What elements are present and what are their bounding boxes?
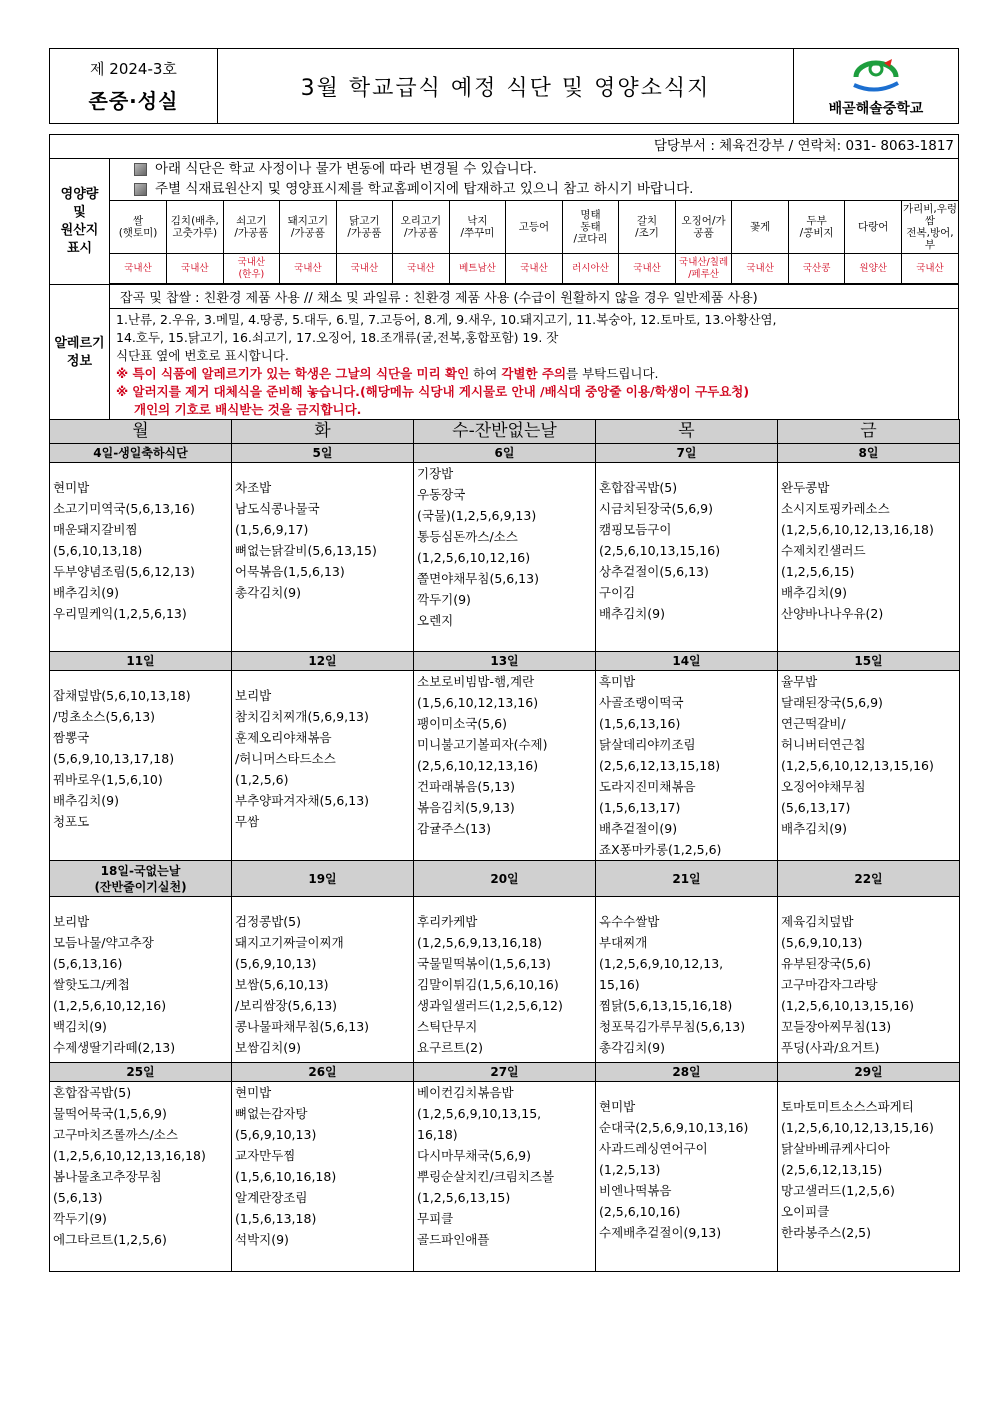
menu-item: (2,5,6,12,13,15) xyxy=(781,1162,883,1177)
menu-item: 배추김치(9) xyxy=(599,606,666,621)
menu-item: (2,5,6,12,13,15,18) xyxy=(599,758,721,773)
origin-item-name: 명태 동태 /코다리 xyxy=(562,201,619,254)
menu-item: 상추겉절이(5,6,13) xyxy=(599,564,709,579)
menu-item: 허니버터연근칩 xyxy=(781,737,866,752)
menu-item: (1,5,6,13,16) xyxy=(599,716,681,731)
date-header: 13일 xyxy=(414,652,596,671)
origin-item-value: 국내산 xyxy=(167,254,224,284)
date-header: 29일 xyxy=(778,1063,960,1082)
menu-item: 청포묵김가루무침(5,6,13) xyxy=(599,1019,746,1034)
origin-item-value: 베트남산 xyxy=(449,254,506,284)
menu-item: 혼합잡곡밥(5) xyxy=(599,480,678,495)
menu-item: 구이김 xyxy=(599,585,636,600)
menu-item: 두부양념조림(5,6,12,13) xyxy=(53,564,195,579)
menu-item: 검정콩밥(5) xyxy=(235,914,302,929)
menu-item: (1,2,5,6,15) xyxy=(781,564,855,579)
day-menu-cell xyxy=(232,463,414,652)
menu-item: 수제생딸기라떼(2,13) xyxy=(53,1040,176,1055)
origin-item-name: 김치(배추, 고춧가루) xyxy=(167,201,224,254)
menu-item: 보리밥 xyxy=(235,688,272,703)
origin-item-name: 오징어/가 공품 xyxy=(675,201,732,254)
menu-item: 물떡어묵국(1,5,6,9) xyxy=(53,1106,167,1121)
menu-item: 흑미밥 xyxy=(599,674,636,689)
menu-item: 순대국(2,5,6,9,10,13,16) xyxy=(599,1120,749,1135)
menu-item: 현미밥 xyxy=(235,1085,272,1100)
menu-item: (1,5,6,13,18) xyxy=(235,1211,317,1226)
cube-icon xyxy=(134,183,147,196)
menu-item: 후리카케밥 xyxy=(417,914,478,929)
menu-item: 유부된장국(5,6) xyxy=(781,956,872,971)
date-header: 7일 xyxy=(596,444,778,463)
allergy-prohibit: 개인의 기호로 배식받는 것을 금지합니다. xyxy=(134,402,362,417)
info-box xyxy=(49,134,959,422)
day-menu-cell xyxy=(596,463,778,652)
day-menu-cell xyxy=(50,1082,232,1272)
date-header: 11일 xyxy=(50,652,232,671)
menu-item: 훈제오리야채볶음 xyxy=(235,730,332,745)
allergy-label: 알레르기 정보 xyxy=(50,285,110,421)
header-box xyxy=(49,48,959,124)
menu-item: 쌀핫도그/케첩 xyxy=(53,977,130,992)
menu-item: (5,6,9,10,13) xyxy=(781,935,863,950)
weekday-header: 월 xyxy=(50,420,232,444)
date-header: 28일 xyxy=(596,1063,778,1082)
day-menu-cell xyxy=(50,463,232,652)
date-header: 25일 xyxy=(50,1063,232,1082)
menu-item: /보리쌈장(5,6,13) xyxy=(235,998,338,1013)
origin-item-value: 국내산 xyxy=(901,254,958,284)
origin-item-value: 국내산 xyxy=(280,254,337,284)
menu-item: (2,5,6,10,12,13,16) xyxy=(417,758,539,773)
origin-item-name: 오리고기 /가공품 xyxy=(393,201,450,254)
allergy-warning: ※ 특이 식품에 알레르기가 있는 학생은 그날의 식단을 미리 확인 하여 각별한 주의를 부탁드립니다. xyxy=(116,366,659,381)
department-contact: 담당부서 : 체육건강부 / 연락처: 031- 8063-1817 xyxy=(50,135,958,159)
cube-icon xyxy=(134,163,147,176)
menu-item: 보쌈김치(9) xyxy=(235,1040,302,1055)
allergy-substitute: ※ 알러지를 제거 대체식을 준비해 놓습니다.(해당메뉴 식당내 게시물로 안내 /배식대 중앙줄 이용/학생이 구두요청) xyxy=(116,384,750,399)
menu-item: (5,6,13,16) xyxy=(53,956,123,971)
menu-item: 어묵볶음(1,5,6,13) xyxy=(235,564,345,579)
menu-item: (5,6,10,13,18) xyxy=(53,543,143,558)
origin-item-value: 국내산 xyxy=(336,254,393,284)
menu-item: 16,18) xyxy=(417,1127,458,1142)
day-menu-cell xyxy=(778,1082,960,1272)
menu-item: 도라지진미채볶음 xyxy=(599,779,696,794)
issue-box xyxy=(50,49,218,123)
weekday-header: 수-잔반없는날 xyxy=(414,420,596,444)
menu-item: (1,2,5,6,10,12,13,16,18) xyxy=(53,1148,206,1163)
menu-item: 배추김치(9) xyxy=(53,585,120,600)
menu-item: 백김치(9) xyxy=(53,1019,107,1034)
menu-item: 소시지토핑카레소스 xyxy=(781,501,890,516)
menu-item: 기장밥 xyxy=(417,466,454,481)
menu-item: 국물밑떡볶이(1,5,6,13) xyxy=(417,956,551,971)
menu-item: 꿔바로우(1,5,6,10) xyxy=(53,772,163,787)
menu-item: 한라봉주스(2,5) xyxy=(781,1225,872,1240)
origin-item-name: 고등어 xyxy=(506,201,563,254)
menu-item: (1,2,5,6,10,12,16) xyxy=(417,550,531,565)
menu-item: 닭살바베큐케사디아 xyxy=(781,1141,890,1156)
menu-item: 통등심돈까스/소스 xyxy=(417,529,518,544)
weekday-header: 목 xyxy=(596,420,778,444)
menu-item: 소고기미역국(5,6,13,16) xyxy=(53,501,195,516)
menu-item: 콩나물파채무침(5,6,13) xyxy=(235,1019,370,1034)
menu-item: 총각김치(9) xyxy=(235,585,302,600)
origin-item-value: 국내산 (한우) xyxy=(223,254,280,284)
date-header: 14일 xyxy=(596,652,778,671)
menu-item: 차조밥 xyxy=(235,480,272,495)
weekday-header: 화 xyxy=(232,420,414,444)
date-header: 15일 xyxy=(778,652,960,671)
menu-item: 총각김치(9) xyxy=(599,1040,666,1055)
menu-item: 베이컨김치볶음밥 xyxy=(417,1085,514,1100)
menu-item: 스틱단무지 xyxy=(417,1019,478,1034)
day-menu-cell xyxy=(50,671,232,861)
origin-item-name: 다랑어 xyxy=(845,201,902,254)
menu-item: (1,5,6,10,16,18) xyxy=(235,1169,337,1184)
menu-item: (1,2,5,6,13,15) xyxy=(417,1190,511,1205)
menu-item: 석박지(9) xyxy=(235,1232,289,1247)
origin-item-name: 낙지 /쭈꾸미 xyxy=(449,201,506,254)
menu-item: (1,5,6,9,17) xyxy=(235,522,309,537)
origin-item-name: 가리비,우렁쌈 전복,방어,부 xyxy=(901,201,958,254)
date-header: 19일 xyxy=(232,861,414,897)
menu-item: 혼합잡곡밥(5) xyxy=(53,1085,132,1100)
menu-item: 찜닭(5,6,13,15,16,18) xyxy=(599,998,733,1013)
menu-item: 15,16) xyxy=(599,977,640,992)
menu-item: 비엔나떡볶음 xyxy=(599,1183,672,1198)
menu-item: (1,2,5,6,9,10,12,13, xyxy=(599,956,724,971)
menu-item: 깍두기(9) xyxy=(53,1211,107,1226)
origin-section xyxy=(50,159,958,285)
menu-item: 고구마감자그라탕 xyxy=(781,977,878,992)
origin-item-name: 쇠고기 /가공품 xyxy=(223,201,280,254)
menu-item: 부추양파겨자채(5,6,13) xyxy=(235,793,370,808)
origin-item-value: 국산콩 xyxy=(788,254,845,284)
menu-item: 꼬들장아찌무침(13) xyxy=(781,1019,892,1034)
day-menu-cell xyxy=(232,897,414,1063)
origin-item-name: 닭고기 /가공품 xyxy=(336,201,393,254)
menu-item: 우리밀케익(1,2,5,6,13) xyxy=(53,606,187,621)
menu-item: 부대찌개 xyxy=(599,935,648,950)
menu-item: 돼지고기짜글이찌개 xyxy=(235,935,344,950)
menu-item: 제육김치덮밥 xyxy=(781,914,854,929)
origin-item-value: 러시아산 xyxy=(562,254,619,284)
menu-item: /허니머스타드소스 xyxy=(235,751,336,766)
origin-item-name: 두부 /콩비지 xyxy=(788,201,845,254)
origin-table xyxy=(110,200,958,284)
day-menu-cell xyxy=(596,897,778,1063)
menu-item: 봄나물초고추장무침 xyxy=(53,1169,162,1184)
origin-item-value: 원양산 xyxy=(845,254,902,284)
date-header: 27일 xyxy=(414,1063,596,1082)
notice-2: 주별 식재료원산지 및 영양표시제를 학교홈페이지에 탑재하고 있으니 참고 하시기 바랍니다. xyxy=(110,179,958,199)
allergy-section xyxy=(50,285,958,421)
menu-item: 에그타르트(1,2,5,6) xyxy=(53,1232,167,1247)
menu-item: 율무밥 xyxy=(781,674,818,689)
origin-item-name: 갈치 /조기 xyxy=(619,201,676,254)
school-logo-icon xyxy=(844,55,908,95)
menu-item: 미니불고기볼피자(수제) xyxy=(417,737,548,752)
organic-note: 잡곡 및 찹쌀 : 친환경 제품 사용 // 채소 및 과일류 : 친환경 제품 사용 (수급이 원활하지 않을 경우 일반제품 사용) xyxy=(110,285,958,309)
menu-item: (1,5,6,10,12,13,16) xyxy=(417,695,539,710)
issue-number: 제 2024-3호 xyxy=(90,60,177,78)
menu-table xyxy=(49,419,960,1272)
menu-item: 소보로비빔밥-햄,계란 xyxy=(417,674,535,689)
origin-item-name: 돼지고기 /가공품 xyxy=(280,201,337,254)
menu-item: 요구르트(2) xyxy=(417,1040,484,1055)
menu-item: 남도식콩나물국 xyxy=(235,501,320,516)
menu-item: 모듬나물/약고추장 xyxy=(53,935,154,950)
origin-item-name: 꽃게 xyxy=(732,201,789,254)
menu-item: 건파래볶음(5,13) xyxy=(417,779,515,794)
origin-item-value: 국내산/칠레 /페루산 xyxy=(675,254,732,284)
date-header: 21일 xyxy=(596,861,778,897)
menu-item: 푸딩(사과/요거트) xyxy=(781,1040,880,1055)
day-menu-cell xyxy=(778,897,960,1063)
menu-item: 오렌지 xyxy=(417,613,454,628)
menu-item: (2,5,6,10,16) xyxy=(599,1204,681,1219)
menu-item: 현미밥 xyxy=(599,1099,636,1114)
menu-item: 청포도 xyxy=(53,814,90,829)
menu-item: (5,6,9,10,13,17,18) xyxy=(53,751,175,766)
day-menu-cell xyxy=(778,463,960,652)
menu-item: (1,5,6,13,17) xyxy=(599,800,681,815)
menu-item: (1,2,5,6,10,12,13,15,16) xyxy=(781,758,934,773)
menu-item: 감귤주스(13) xyxy=(417,821,491,836)
page-title: 3월 학교급식 예정 식단 및 영양소식지 xyxy=(300,75,711,101)
menu-item: (5,6,13,17) xyxy=(781,800,851,815)
date-header: 4일-생일축하식단 xyxy=(50,444,232,463)
day-menu-cell xyxy=(414,1082,596,1272)
menu-item: 산양바나나우유(2) xyxy=(781,606,884,621)
origin-label: 영양량 및 원산지 표시 xyxy=(50,159,110,284)
menu-item: 캠핑모듬구이 xyxy=(599,522,672,537)
menu-item: 배추김치(9) xyxy=(781,585,848,600)
menu-item: 시금치된장국(5,6,9) xyxy=(599,501,714,516)
day-menu-cell xyxy=(414,897,596,1063)
menu-item: 매운돼지갈비찜 xyxy=(53,522,138,537)
menu-item: 뿌링순살치킨/크림치즈볼 xyxy=(417,1169,555,1184)
menu-item: 옥수수쌀밥 xyxy=(599,914,660,929)
menu-item: (1,2,5,13) xyxy=(599,1162,661,1177)
menu-item: 배추김치(9) xyxy=(781,821,848,836)
menu-item: 김말이튀김(1,5,6,10,16) xyxy=(417,977,559,992)
menu-item: 배추김치(9) xyxy=(53,793,120,808)
day-menu-cell xyxy=(596,1082,778,1272)
menu-item: 죠X퐁마카롱(1,2,5,6) xyxy=(599,842,722,857)
menu-item: 닭살데리야끼조림 xyxy=(599,737,696,752)
date-header: 26일 xyxy=(232,1063,414,1082)
allergy-info: 1.난류, 2.우유, 3.메밀, 4.땅콩, 5.대두, 6.밀, 7.고등어, 8.게, 9.새우, 10.돼지고기, 11.복숭아, 12.토마토, 13.아황산염, 14.호두, 15.닭고기, 16.쇠고기, 17.오징어, 18.조개류(굴,전복,홍합포함) 19. 잣 식단표 옆에 번호로 표시합니다. ※ 특이 식품에 알레르기가 있는 학생은 그날의 식단을 미리 확인 하여 각별한 주의를 부탁드립니다. ※ 알러지를 제거 대체식을 준비해 놓습니다.(해당메뉴 식당내 게시물로 안내 /배식대 중앙줄 이용/학생이 구두요청) 개인의 기호로 배식받는 것을 금지합니다. xyxy=(110,309,958,421)
origin-item-value: 국내산 xyxy=(110,254,167,284)
menu-item: (1,2,5,6,10,12,16) xyxy=(53,998,167,1013)
day-menu-cell xyxy=(50,897,232,1063)
day-menu-cell xyxy=(414,671,596,861)
menu-item: 수제배추겉절이(9,13) xyxy=(599,1225,722,1240)
menu-item: 참치김치찌개(5,6,9,13) xyxy=(235,709,369,724)
menu-item: (1,2,5,6,9,13,16,18) xyxy=(417,935,543,950)
menu-item: 보쌈(5,6,10,13) xyxy=(235,977,329,992)
menu-item: (1,2,5,6,10,13,15,16) xyxy=(781,998,915,1013)
menu-item: 오징어야채무침 xyxy=(781,779,866,794)
weekday-header: 금 xyxy=(778,420,960,444)
notice-1: 아래 식단은 학교 사정이나 물가 변동에 따라 변경될 수 있습니다. xyxy=(110,159,958,179)
origin-item-name: 쌀 (햇토미) xyxy=(110,201,167,254)
origin-item-value: 국내산 xyxy=(393,254,450,284)
menu-item: (1,2,5,6,10,12,13,15,16) xyxy=(781,1120,934,1135)
menu-item: 잡채덮밥(5,6,10,13,18) xyxy=(53,688,191,703)
origin-item-value: 국내산 xyxy=(732,254,789,284)
menu-item: 뼈없는감자탕 xyxy=(235,1106,308,1121)
menu-item: 골드파인애플 xyxy=(417,1232,490,1247)
menu-item: 알계란장조림 xyxy=(235,1190,308,1205)
school-name: 배곧해솔중학교 xyxy=(828,100,924,117)
menu-item: 무쌈 xyxy=(235,814,260,829)
menu-item: 볶음김치(5,9,13) xyxy=(417,800,515,815)
day-menu-cell xyxy=(414,463,596,652)
menu-item: (2,5,6,10,13,15,16) xyxy=(599,543,721,558)
menu-item: /멍초소스(5,6,13) xyxy=(53,709,156,724)
menu-item: 배추겉절이(9) xyxy=(599,821,678,836)
menu-item: (5,6,9,10,13) xyxy=(235,1127,317,1142)
school-logo-box xyxy=(793,49,958,123)
date-header: 6일 xyxy=(414,444,596,463)
menu-item: 사과드레싱연어구이 xyxy=(599,1141,708,1156)
menu-item: (1,2,5,6,10,12,13,16,18) xyxy=(781,522,934,537)
menu-item: (5,6,13) xyxy=(53,1190,103,1205)
menu-item: 달래된장국(5,6,9) xyxy=(781,695,883,710)
origin-item-value: 국내산 xyxy=(506,254,563,284)
menu-item: 보리밥 xyxy=(53,914,90,929)
menu-item: 무피클 xyxy=(417,1211,454,1226)
school-motto: 존중·성실 xyxy=(88,89,179,113)
menu-item: 우동장국 xyxy=(417,487,466,502)
date-header: 8일 xyxy=(778,444,960,463)
menu-item: 깍두기(9) xyxy=(417,592,471,607)
menu-item: 뼈없는닭갈비(5,6,13,15) xyxy=(235,543,377,558)
menu-item: 완두콩밥 xyxy=(781,480,830,495)
date-header: 12일 xyxy=(232,652,414,671)
day-menu-cell xyxy=(778,671,960,861)
menu-item: 교자만두찜 xyxy=(235,1148,296,1163)
date-header: 18일-국없는날 (잔반줄이기실천) xyxy=(50,861,232,897)
menu-item: (1,2,5,6) xyxy=(235,772,289,787)
day-menu-cell xyxy=(596,671,778,861)
day-menu-cell xyxy=(232,671,414,861)
menu-item: 연근떡갈비/ xyxy=(781,716,846,731)
date-header: 22일 xyxy=(778,861,960,897)
day-menu-cell xyxy=(232,1082,414,1272)
menu-item: (국물)(1,2,5,6,9,13) xyxy=(417,508,537,523)
menu-item: 팽이미소국(5,6) xyxy=(417,716,508,731)
menu-item: 쫄면야채무침(5,6,13) xyxy=(417,571,539,586)
menu-item: (5,6,9,10,13) xyxy=(235,956,317,971)
menu-item: 수제치킨샐러드 xyxy=(781,543,866,558)
origin-item-value: 국내산 xyxy=(619,254,676,284)
date-header: 5일 xyxy=(232,444,414,463)
menu-item: 고구마치즈롤까스/소스 xyxy=(53,1127,178,1142)
menu-item: 망고샐러드(1,2,5,6) xyxy=(781,1183,895,1198)
menu-item: 생과일샐러드(1,2,5,6,12) xyxy=(417,998,563,1013)
menu-item: 다시마무채국(5,6,9) xyxy=(417,1148,532,1163)
menu-item: (1,2,5,6,9,10,13,15, xyxy=(417,1106,542,1121)
menu-item: 현미밥 xyxy=(53,480,90,495)
menu-item: 오이피클 xyxy=(781,1204,830,1219)
date-header: 20일 xyxy=(414,861,596,897)
menu-item: 토마토미트소스스파게티 xyxy=(781,1099,914,1114)
menu-item: 짬뽕국 xyxy=(53,730,90,745)
menu-item: 사골조랭이떡국 xyxy=(599,695,684,710)
